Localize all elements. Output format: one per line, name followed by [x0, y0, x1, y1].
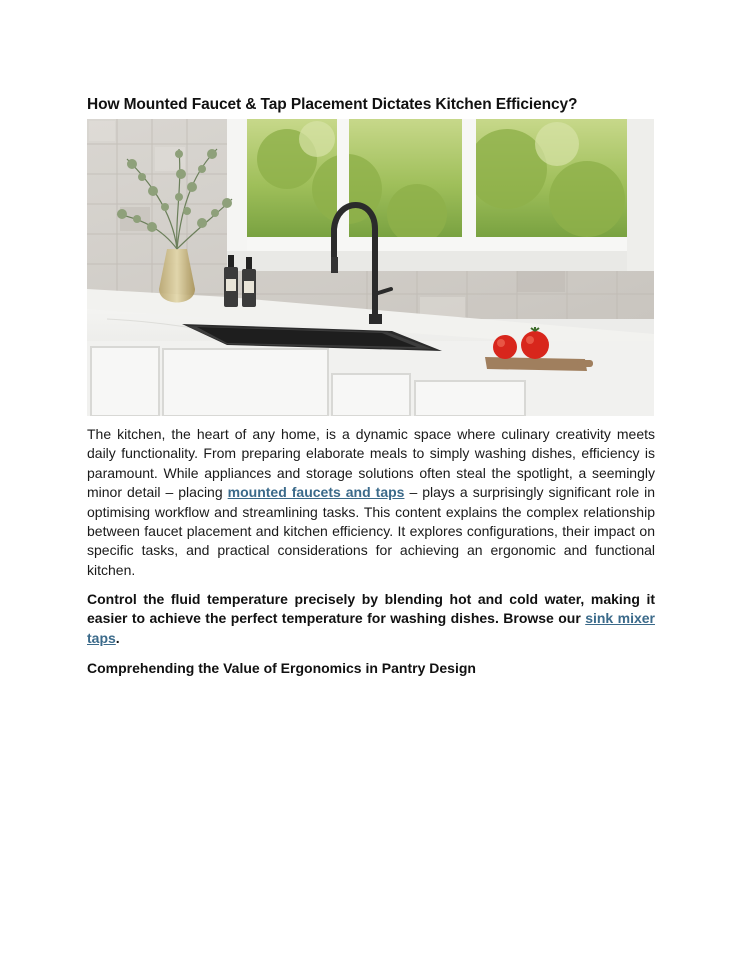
- cta-paragraph: Control the fluid temperature precisely by blending hot and cold water, making it easier to achieve the perfect temperature for washing dishes. Browse our sink mixer taps.: [87, 591, 655, 646]
- intro-paragraph: The kitchen, the heart of any home, is a dynamic space where culinary creativity meets daily functionality. From preparing elaborate meals to simply washing dishes, efficiency is paramount. While appliances and storage solutions often steal the spotlight, a seemingly minor detail – placing mounted faucets and taps – plays a surprisingly significant role in optimising workflow and streamlining tasks. This content explains the complex relationship between faucet placement and kitchen efficiency. It explores configurations, their impact on specific tasks, and practical considerations for achieving an ergonomic and functional kitchen.: [87, 426, 656, 578]
- page-title: How Mounted Faucet & Tap Placement Dictates Kitchen Efficiency?: [87, 96, 578, 114]
- mounted-faucets-link[interactable]: mounted faucets and taps: [227, 484, 405, 501]
- section-heading: Comprehending the Value of Ergonomics in Pantry Design: [87, 660, 476, 676]
- sink-mixer-taps-link[interactable]: sink mixer taps: [87, 610, 655, 646]
- kitchen-sink-photo: [87, 119, 654, 416]
